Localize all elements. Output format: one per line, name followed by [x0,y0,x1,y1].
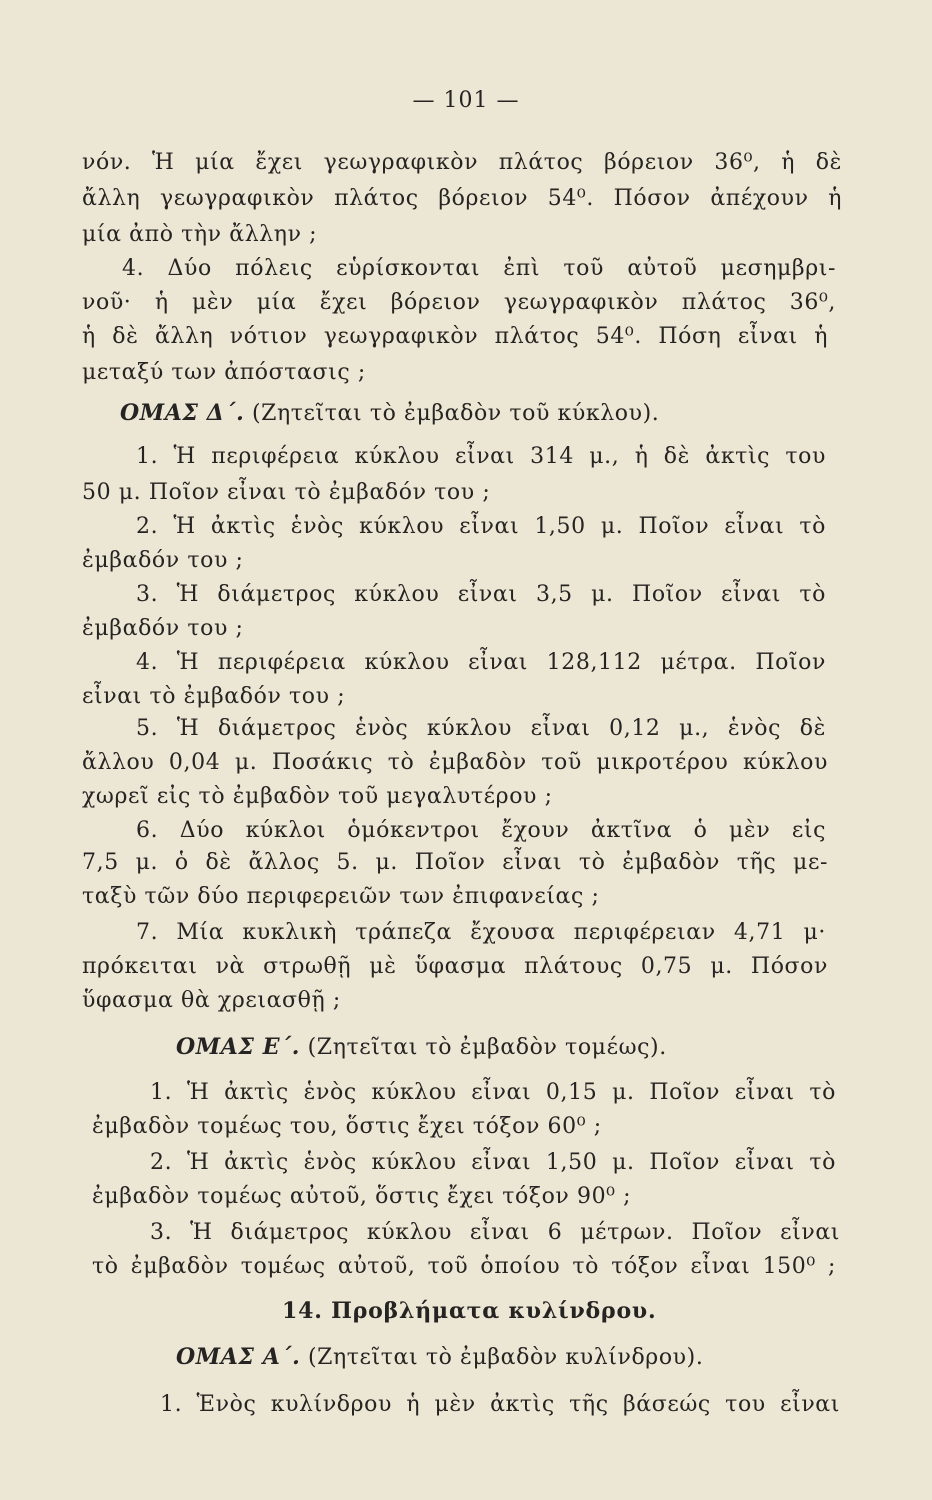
group-a-header [176,1342,703,1373]
text-line: μία ἀπὸ τὴν ἄλλην ; [82,222,318,247]
section-title: 14. Προβλήματα κυλίνδρου. [282,1298,657,1324]
exercise-line: 50 μ. Ποῖον εἶναι τὸ ἐμβαδόν του ; [82,480,491,505]
group-heading: ΟΜΑΣ Δ΄. [120,400,245,426]
exercise-line: 4. Ἡ περιφέρεια κύκλου εἶναι 128,112 μέτρα. Ποῖον [136,650,826,675]
exercise-line: ὕφασμα θὰ χρειασθῇ ; [82,988,341,1013]
exercise-line: ἐμβαδόν του ; [82,616,244,641]
exercise-line: τὸ ἐμβαδὸν τομέως αὐτοῦ, τοῦ ὁποίου τὸ τόξον εἶναι 150⁰ ; [92,1254,836,1279]
exercise-line: 6. Δύο κύκλοι ὁμόκεντροι ἔχουν ἀκτῖνα ὁ μὲν εἰς [136,818,826,843]
text-line: νοῦ· ἡ μὲν μία ἔχει βόρειον γεωγραφικὸν πλάτος 36⁰, [82,290,836,315]
group-d-header [120,398,659,429]
exercise-line: ταξὺ τῶν δύο περιφερειῶν των ἐπιφανείας ; [82,884,600,909]
exercise-line: ἄλλου 0,04 μ. Ποσάκις τὸ ἐμβαδὸν τοῦ μικροτέρου κύκλου [82,750,828,775]
exercise-line: 1. Ἡ ἀκτὶς ἑνὸς κύκλου εἶναι 0,15 μ. Ποῖον εἶναι τὸ [150,1080,836,1105]
group-heading: ΟΜΑΣ Ε΄. [176,1034,301,1060]
group-subtitle: (Ζητεῖται τὸ ἐμβαδὸν κυλίνδρου). [307,1345,704,1370]
exercise-line: εἶναι τὸ ἐμβαδόν του ; [82,684,346,709]
group-subtitle: (Ζητεῖται τὸ ἐμβαδὸν τοῦ κύκλου). [251,401,660,426]
text-line: ἄλλη γεωγραφικὸν πλάτος βόρειον 54⁰. Πόσον ἀπέχουν ἡ [82,186,842,211]
text-line: μεταξύ των ἀπόστασις ; [82,360,366,385]
group-heading: ΟΜΑΣ Α΄. [176,1344,301,1370]
exercise-line: 2. Ἡ ἀκτὶς ἑνὸς κύκλου εἶναι 1,50 μ. Ποῖον εἶναι τὸ [136,514,826,539]
exercise-line: ἐμβαδὸν τομέως του, ὅστις ἔχει τόξον 60⁰ ; [92,1114,602,1139]
exercise-line: χωρεῖ εἰς τὸ ἐμβαδὸν τοῦ μεγαλυτέρου ; [82,784,553,809]
group-subtitle: (Ζητεῖται τὸ ἐμβαδὸν τομέως). [307,1035,667,1060]
exercise-line: 3. Ἡ διάμετρος κύκλου εἶναι 6 μέτρων. Ποῖον εἶναι [150,1220,840,1245]
text-line: 4. Δύο πόλεις εὑρίσκονται ἐπὶ τοῦ αὐτοῦ μεσημβρι- [122,256,836,281]
exercise-line: 5. Ἡ διάμετρος ἑνὸς κύκλου εἶναι 0,12 μ., ἑνὸς δὲ [136,716,826,741]
exercise-line: 3. Ἡ διάμετρος κύκλου εἶναι 3,5 μ. Ποῖον εἶναι τὸ [136,582,826,607]
text-line: ἡ δὲ ἄλλη νότιον γεωγραφικὸν πλάτος 54⁰. Πόση εἶναι ἡ [82,324,828,349]
exercise-line: ἐμβαδόν του ; [82,548,244,573]
exercise-line: 1. Ἡ περιφέρεια κύκλου εἶναι 314 μ., ἡ δὲ ἀκτὶς του [136,444,826,469]
group-e-header [176,1032,667,1063]
exercise-line: ἐμβαδὸν τομέως αὐτοῦ, ὅστις ἔχει τόξον 90⁰ ; [92,1184,632,1209]
page-number: — 101 — [412,88,520,113]
text-line: νόν. Ἡ μία ἔχει γεωγραφικὸν πλάτος βόρειον 36⁰, ἡ δὲ [82,150,842,175]
exercise-line: 7,5 μ. ὁ δὲ ἄλλος 5. μ. Ποῖον εἶναι τὸ ἐμβαδὸν τῆς με- [82,850,828,875]
exercise-line: πρόκειται νὰ στρωθῇ μὲ ὕφασμα πλάτους 0,75 μ. Πόσον [82,954,828,979]
exercise-line: 7. Μία κυκλικὴ τράπεζα ἔχουσα περιφέρειαν 4,71 μ· [136,920,826,945]
exercise-line: 2. Ἡ ἀκτὶς ἑνὸς κύκλου εἶναι 1,50 μ. Ποῖον εἶναι τὸ [150,1150,836,1175]
exercise-line: 1. Ἑνὸς κυλίνδρου ἡ μὲν ἀκτὶς τῆς βάσεώς του εἶναι [160,1392,840,1417]
